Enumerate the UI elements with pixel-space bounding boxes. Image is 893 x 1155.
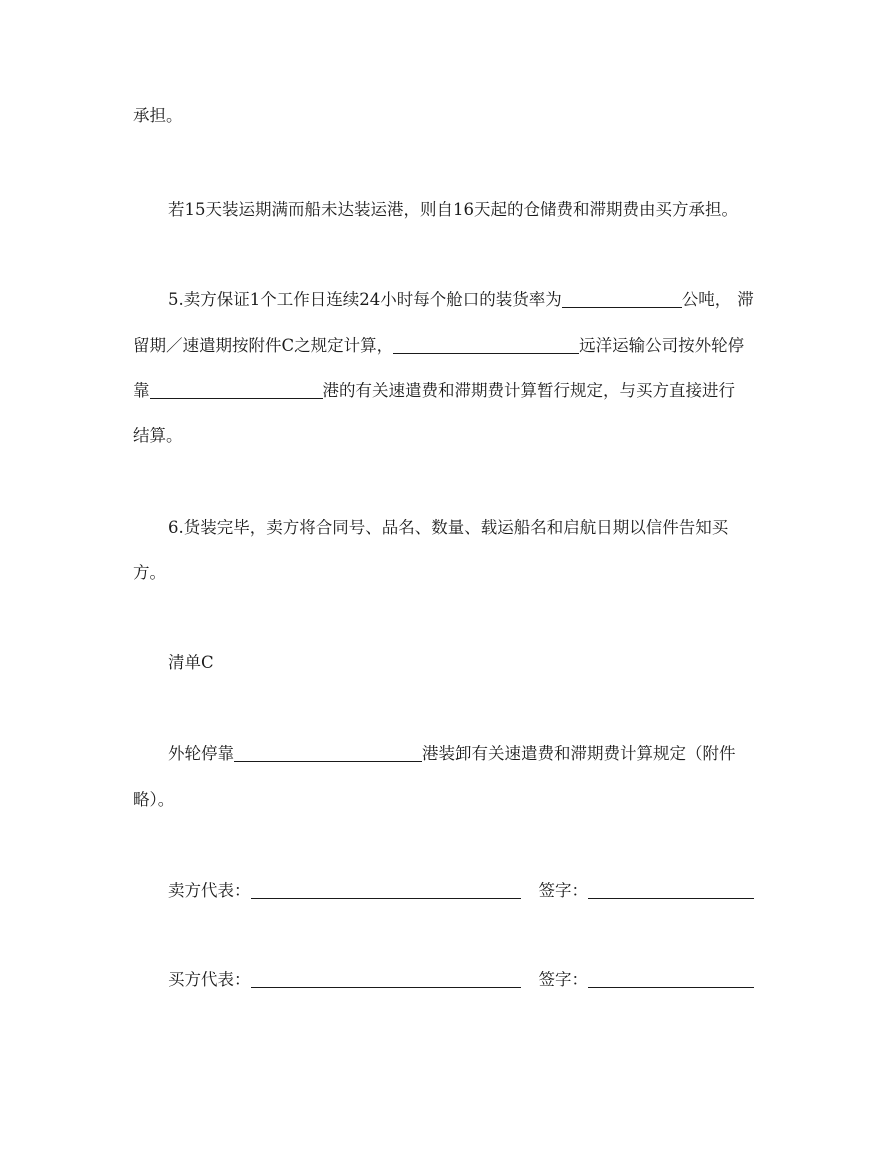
list-text: 略）。 [133,790,175,809]
clause5-text: 远洋运输公司按外轮停 [579,336,745,355]
seller-sign-blank [588,880,754,899]
clause5-line1 [168,289,893,311]
clause5-text: 5.卖方保证1个工作日连续24小时每个舱口的装货率为 [168,290,562,309]
paragraph-storage-fees [168,199,893,221]
list-c-line1 [168,743,893,765]
loading-rate-blank [562,289,682,308]
clause6-line1 [168,517,893,539]
clause5-text: 港的有关速遣费和滞期费计算暂行规定， [322,381,620,400]
clause5-text: 靠 [133,381,150,400]
clause5-text: 公吨， [681,290,732,309]
list-c-line2 [133,789,893,811]
seller-signature-row [168,880,893,902]
clause5-line3 [133,380,893,402]
paragraph-text: 承担。 [133,106,183,125]
port-name-blank [150,380,323,399]
clause6-line2 [133,562,893,584]
clause6-text: 方。 [133,563,166,582]
clause5-text: 结算。 [133,426,183,445]
buyer-sign-blank [588,969,754,988]
clause5-line4 [133,425,893,447]
list-title-text: 清单C [168,653,214,672]
clause5-text: 留期／速遣期按附件C之规定计算， [133,336,394,355]
seller-rep-blank [251,880,521,899]
paragraph-text: 若15天装运期满而船未达装运港，则自16天起的仓储费和滞期费由买方承担。 [168,200,738,219]
buyer-rep-blank [251,969,521,988]
clause5-text: 滞 [737,290,754,309]
list-text: 港装卸有关速遣费和滞期费计算规定（附件 [422,744,736,763]
sign-label: 签字： [538,970,588,989]
seller-rep-label: 卖方代表： [168,881,251,900]
clause5-line2 [133,335,893,357]
list-text: 外轮停靠 [168,744,234,763]
list-port-blank [234,743,422,762]
buyer-rep-label: 买方代表： [168,970,251,989]
paragraph-continuation [133,105,893,127]
clause5-text: 与买方直接进行 [619,381,735,400]
list-c-title [168,652,893,674]
shipping-company-blank [393,335,579,354]
buyer-signature-row [168,969,893,991]
sign-label: 签字： [538,881,588,900]
clause6-text: 6.货装完毕，卖方将合同号、品名、数量、载运船名和启航日期以信件告知买 [168,518,729,537]
